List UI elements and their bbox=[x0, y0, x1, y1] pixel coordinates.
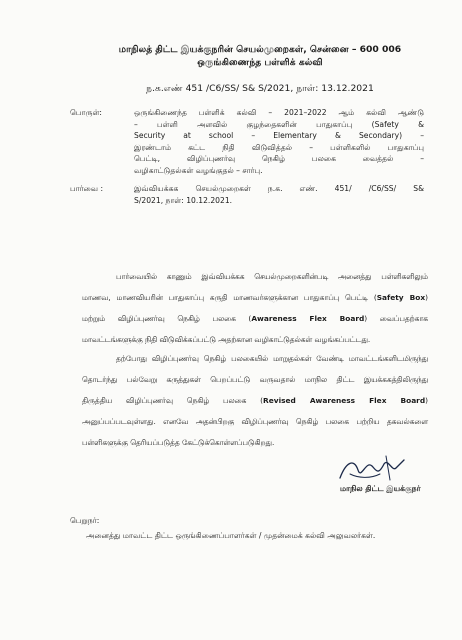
revised-flex-board-term: Revised Awareness Flex Board bbox=[263, 396, 426, 405]
paragraph-1-line: மாவட்டங்களுக்கு நிதி விடுவிக்கப்பட்டு அதற்கான வழிகாட்டுதல்கள் வழங்கப்பட்டது. bbox=[82, 335, 371, 344]
text-run: ) bbox=[425, 396, 429, 405]
paragraph-2-line bbox=[82, 390, 428, 411]
subject-line: – பள்ளி அளவில் குழந்தைகளின் பாதுகாப்பு (Safety & bbox=[134, 119, 424, 129]
paragraph-1-line: பார்வையில் காணும் இவ்வியக்கக செயல்முறைகளின்படி அனைத்து பள்ளிகளிலும் bbox=[116, 272, 428, 281]
paragraph-2-line: அனுப்பப்படவுள்ளது. எனவே அதன்பிறகு விழிப்புணர்வு நெகிழ் பலகை பற்றிய தகவல்களை bbox=[82, 417, 428, 426]
references-line: S/2021, நாள்: 10.12.2021. bbox=[134, 195, 233, 205]
text-run: மாணவ, மாணவியரின் பாதுகாப்பு கருதி மாணவர்களுக்கான பாதுகாப்பு பெட்டி ( bbox=[82, 293, 377, 302]
subject-line: இரண்டாம் கட்ட நிதி விடுவித்தல் – பள்ளிகளில் பாதுகாப்பு bbox=[134, 142, 424, 152]
text-run: திருத்திய விழிப்புணர்வு நெகிழ் பலகை ( bbox=[82, 396, 264, 405]
safety-box-term: Safety Box bbox=[376, 293, 426, 302]
subject-line: வழிகாட்டுதல்கள் வழங்குதல் – சார்பு. bbox=[134, 165, 263, 175]
references-line: இவ்வியக்கக செயல்முறைகள் ந.க. எண். 451/ /C6/SS/ S& bbox=[134, 184, 424, 193]
recipients-label: பெறுநர்: bbox=[70, 516, 100, 525]
paragraph-1-line bbox=[82, 308, 428, 329]
text-run: ) வைப்பதற்காக bbox=[364, 314, 428, 323]
subject-line: Security at school – Elementary & Secondary) – bbox=[134, 131, 424, 141]
reference-number: ந.க.எண் 451 /C6/SS/ S& S/2021, நாள்: 13.12.2021 bbox=[146, 83, 374, 94]
subject-text bbox=[134, 107, 424, 177]
paragraph-1 bbox=[82, 266, 428, 350]
handwritten-signature bbox=[336, 452, 406, 486]
references-label: பார்வை : bbox=[70, 184, 104, 193]
paragraph-2 bbox=[82, 348, 428, 453]
subject-label: பொருள்: bbox=[70, 108, 102, 117]
paragraph-2-line: தற்போது விழிப்புணர்வு நெகிழ் பலகையில் மாறுதல்கள் வேண்டி மாவட்டங்களிடமிருந்து bbox=[116, 354, 428, 363]
header-department: ஒருங்கிணைந்த பள்ளிக் கல்வி bbox=[197, 57, 323, 68]
paragraph-1-line bbox=[82, 287, 428, 308]
subject-line: ஒருங்கிணைந்த பள்ளிக் கல்வி – 2021–2022 ஆம் கல்வி ஆண்டு bbox=[134, 108, 424, 117]
text-run: ) bbox=[425, 293, 428, 302]
subject-line: பெட்டி, விழிப்புணர்வு நெகிழ் பலகை வைத்தல் – bbox=[134, 154, 424, 164]
signatory-title: மாநில திட்ட இயக்குநர் bbox=[340, 484, 421, 493]
paragraph-2-line: பள்ளிகளுக்கு தெரியப்படுத்த கேட்டுக்கொள்ளப்படுகிறது. bbox=[82, 438, 275, 447]
recipients-list: அனைத்து மாவட்ட திட்ட ஒருங்கிணைப்பாளர்கள் / முதன்மைக் கல்வி அலுவலர்கள். bbox=[86, 531, 376, 540]
awareness-flex-board-term: Awareness Flex Board bbox=[251, 314, 365, 323]
paragraph-2-line: தொடர்ந்து பல்வேறு கருத்துகள் பெறப்பட்டு வருவதால் மாநில திட்ட இயக்ககத்திலிருந்து bbox=[82, 375, 428, 384]
references-text bbox=[134, 183, 424, 206]
header-office-title: மாநிலத் திட்ட இயக்குநரின் செயல்முறைகள், சென்னை – 600 006 bbox=[118, 44, 402, 55]
text-run: மற்றும் விழிப்புணர்வு நெகிழ் பலகை ( bbox=[82, 314, 252, 323]
